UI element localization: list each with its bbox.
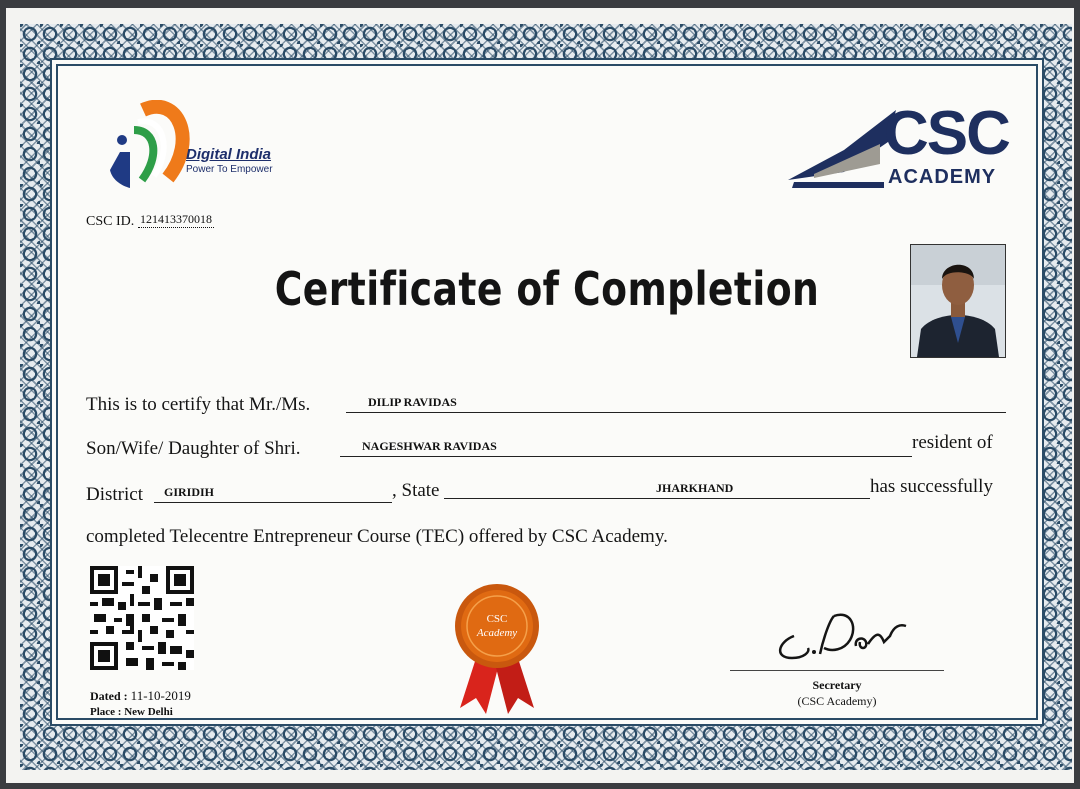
parent-name: NAGESHWAR RAVIDAS <box>362 439 497 453</box>
secretary-signature <box>758 596 918 666</box>
seal-text-line2: Academy <box>476 627 518 639</box>
parent-name-field <box>340 428 912 457</box>
qr-code <box>90 566 194 670</box>
digital-india-name: Digital India <box>186 146 272 163</box>
relation-prefix: Son/Wife/ Daughter of Shri. <box>86 438 301 459</box>
csc-id-label: CSC ID. <box>86 214 135 229</box>
district-value: GIRIDIH <box>164 485 215 499</box>
issue-place: Place : New Delhi <box>90 706 173 718</box>
recipient-photo <box>910 244 1006 358</box>
state-field <box>444 470 870 499</box>
course-statement: completed Telecentre Entrepreneur Course (TEC) offered by CSC Academy. <box>86 526 668 547</box>
certify-prefix: This is to certify that Mr./Ms. <box>86 394 311 415</box>
state-label: , State <box>392 480 440 501</box>
resident-of-label: resident of <box>912 432 993 453</box>
certificate-sheet <box>6 8 1074 783</box>
district-label: District <box>86 484 143 505</box>
issue-date: Dated : 11-10-2019 <box>90 688 191 703</box>
csc-academy-logo-sub: ACADEMY <box>888 166 997 188</box>
certificate-title: Certificate of Completion <box>274 262 820 316</box>
certificate-body <box>58 66 1036 718</box>
digital-india-tagline: Power To Empower <box>186 164 273 175</box>
seal-text-line1: CSC <box>486 613 508 625</box>
recipient-name: DILIP RAVIDAS <box>368 395 457 409</box>
csc-academy-logo-text: CSC <box>884 99 1009 168</box>
signature-line <box>730 670 944 671</box>
state-value: JHARKHAND <box>656 481 734 495</box>
recipient-name-field <box>346 384 1006 413</box>
district-field <box>154 474 392 503</box>
secretary-organization: (CSC Academy) <box>797 694 877 708</box>
success-suffix: has successfully <box>870 476 993 497</box>
secretary-title: Secretary <box>812 678 862 692</box>
csc-id-value: 121413370018 <box>140 212 212 226</box>
csc-academy-seal <box>442 580 552 720</box>
